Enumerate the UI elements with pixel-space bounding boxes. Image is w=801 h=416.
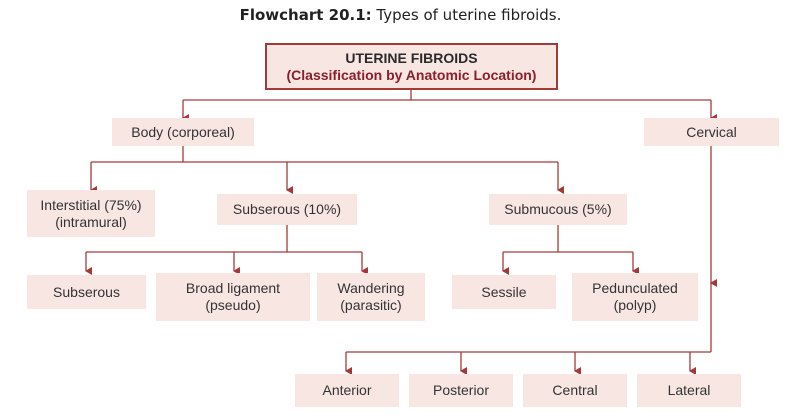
node-cervical-label: Cervical — [686, 123, 737, 140]
node-pedunculated-line2: (polyp) — [613, 297, 657, 313]
node-interstitial-line2: (intramural) — [55, 213, 127, 230]
node-sessile — [452, 275, 556, 309]
node-anterior — [295, 374, 399, 407]
root-node — [265, 43, 558, 90]
node-interstitial — [27, 190, 155, 237]
node-broad-ligament-line2: (pseudo) — [205, 297, 261, 313]
node-body-label: Body (corporeal) — [131, 123, 235, 140]
node-submucous — [489, 194, 627, 225]
node-pedunculated-line1: Pedunculated — [592, 280, 678, 296]
node-posterior — [409, 374, 513, 407]
node-subserous — [217, 194, 357, 225]
caption-label: Flowchart 20.1: — [239, 6, 372, 24]
caption-text: Types of uterine fibroids. — [376, 6, 562, 24]
node-lateral-label: Lateral — [667, 382, 711, 398]
node-wandering-line1: Wandering — [337, 280, 405, 296]
node-interstitial-line1: Interstitial (75%) — [40, 196, 142, 213]
node-subserous-leaf — [27, 275, 146, 309]
node-wandering-line2: (parasitic) — [340, 297, 402, 313]
node-broad-ligament — [156, 273, 310, 321]
node-cervical — [644, 118, 779, 146]
node-lateral — [637, 374, 741, 407]
node-submucous-label: Submucous (5%) — [504, 201, 612, 217]
node-subserous-label: Subserous (10%) — [232, 201, 342, 217]
node-pedunculated — [572, 273, 698, 321]
node-central-label: Central — [552, 382, 598, 398]
node-wandering — [317, 273, 425, 321]
node-sessile-label: Sessile — [481, 283, 527, 300]
node-posterior-label: Posterior — [432, 382, 490, 398]
node-subserous-leaf-label: Subserous — [53, 283, 120, 300]
node-anterior-label: Anterior — [322, 382, 372, 398]
node-broad-ligament-line1: Broad ligament — [185, 280, 281, 296]
node-central — [523, 374, 627, 407]
root-subtitle: (Classification by Anatomic Location) — [286, 66, 537, 83]
root-title: UTERINE FIBROIDS — [345, 49, 478, 66]
node-body — [112, 118, 254, 146]
